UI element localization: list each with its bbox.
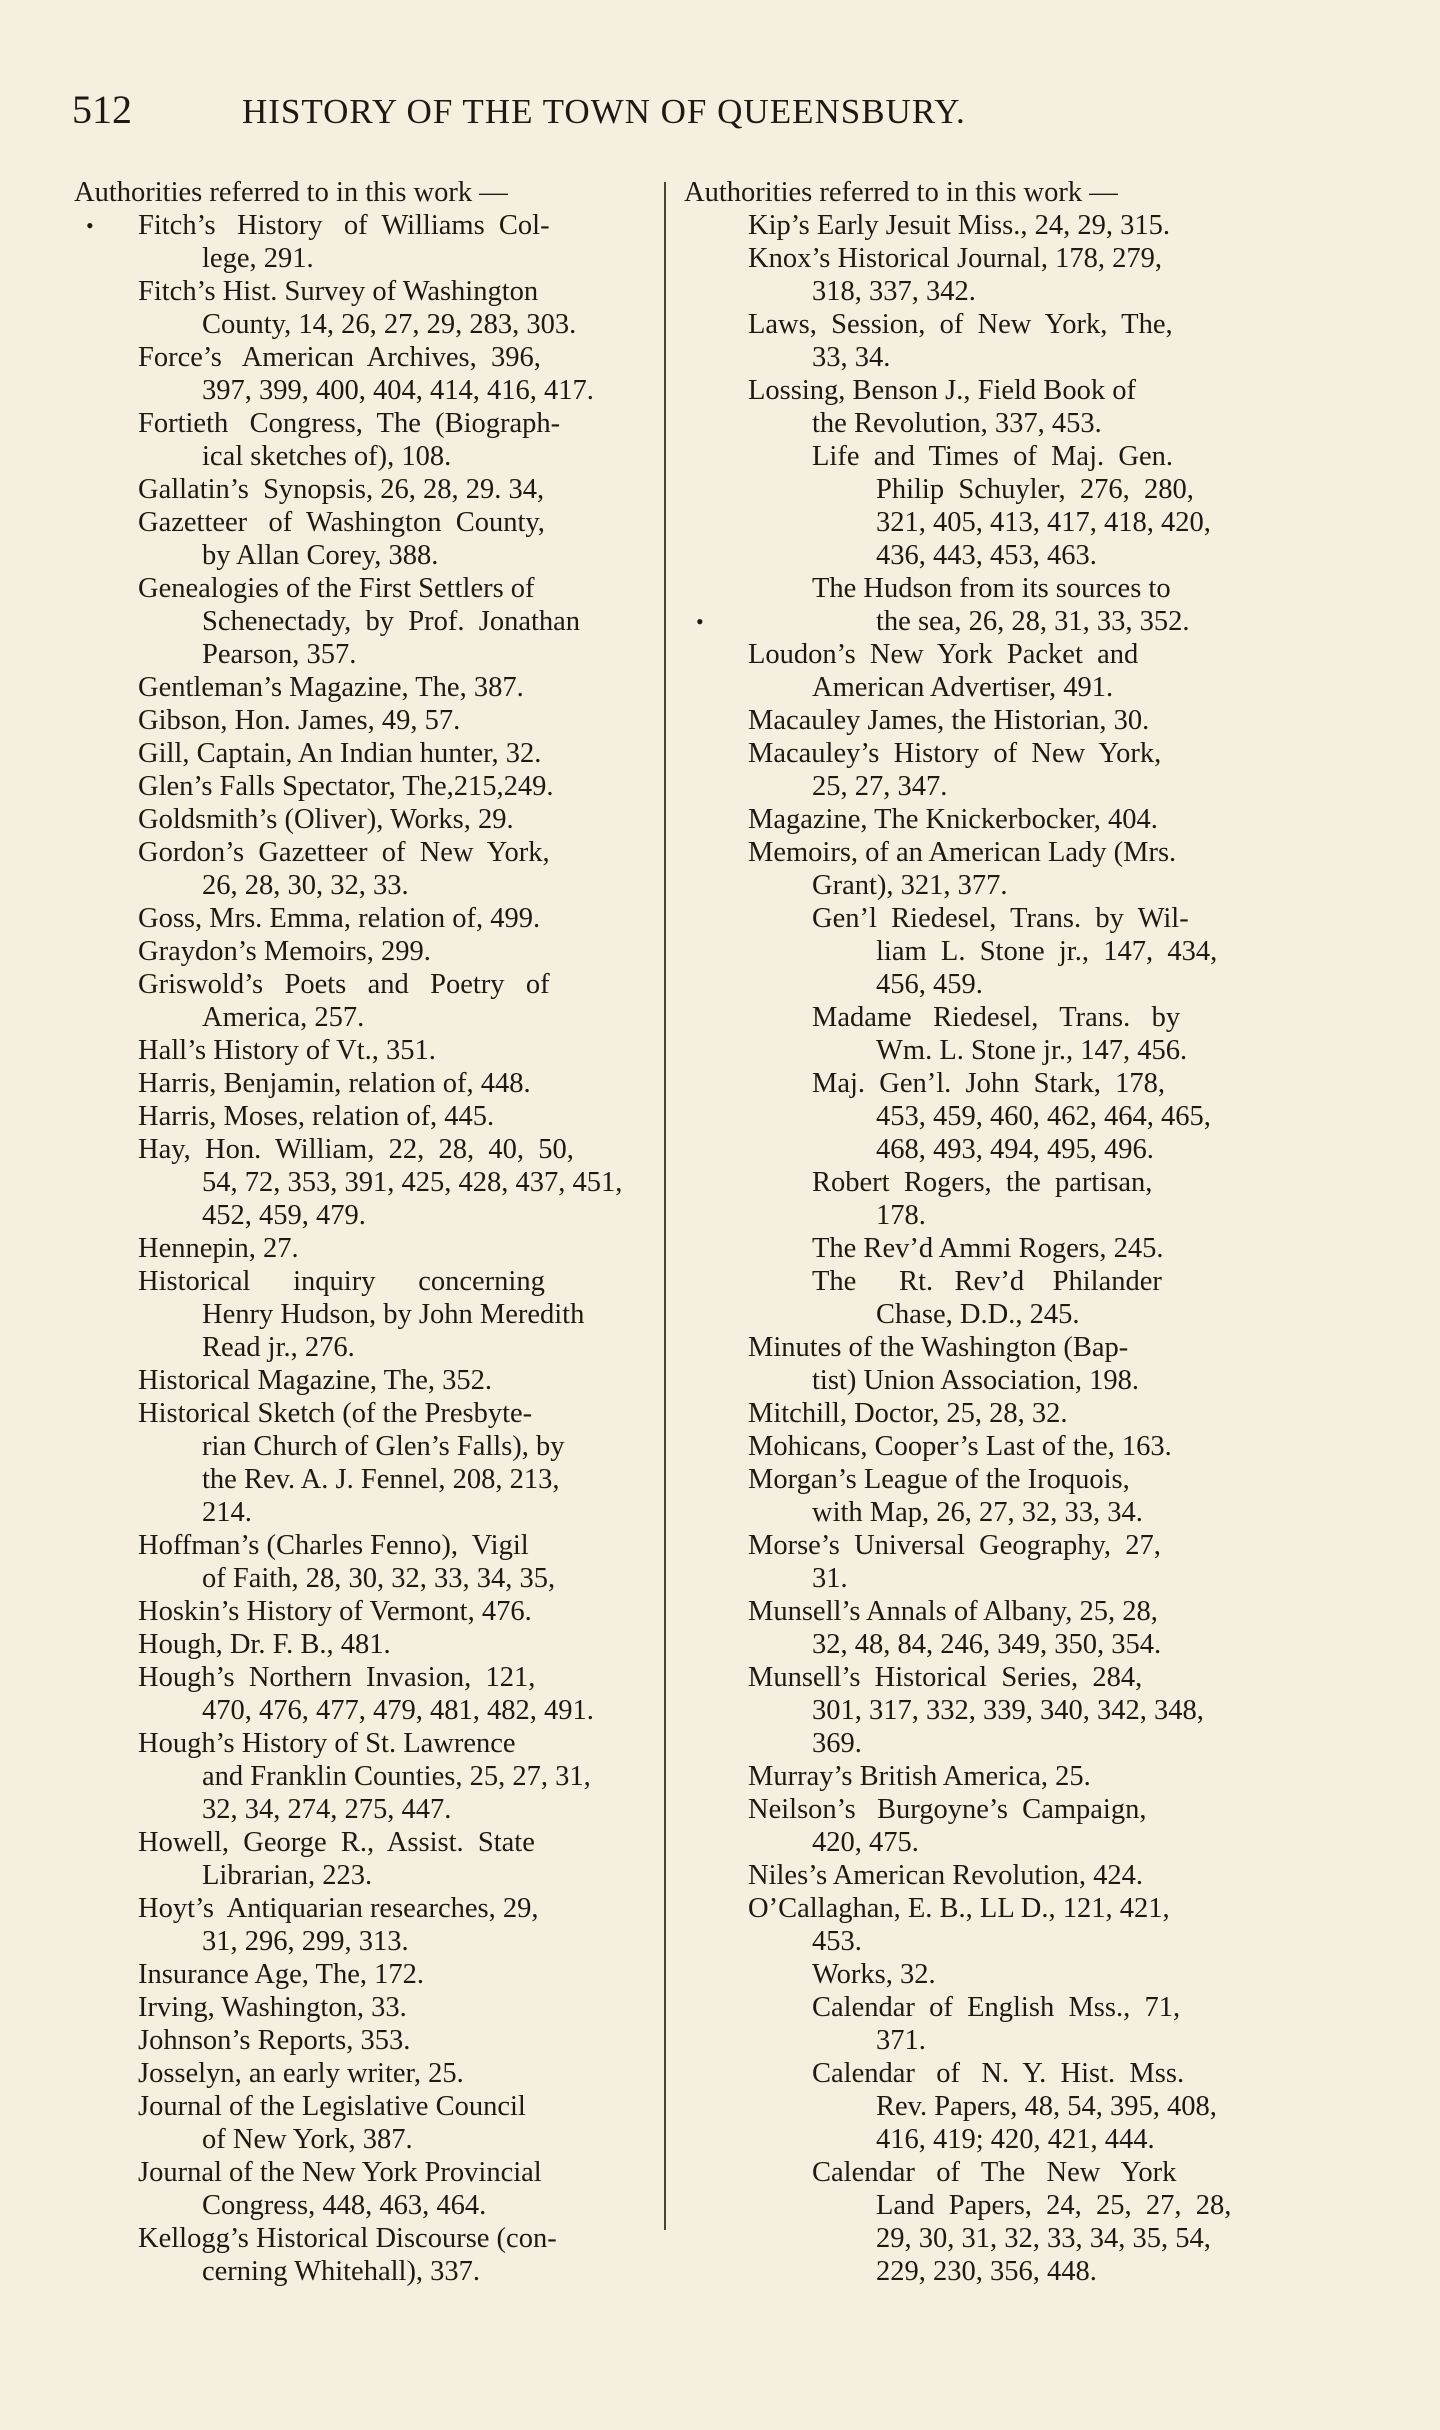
index-entry-line [74,704,664,737]
index-entry-line [684,1628,1274,1661]
entry-text: 214. [202,1497,252,1528]
entry-text: liam L. Stone jr., 147, 434, [876,936,1218,967]
entry-text: 229, 230, 356, 448. [876,2256,1097,2287]
entry-text: Fitch’s Hist. Survey of Washington [138,276,539,307]
entry-text: Wm. L. Stone jr., 147, 456. [876,1035,1188,1066]
entry-text: 26, 28, 30, 32, 33. [202,870,409,901]
entry-text: Graydon’s Memoirs, 299. [138,936,431,967]
index-entry-line [74,1925,664,1958]
entry-text: Memoirs, of an American Lady (Mrs. [748,837,1177,868]
entry-text: Read jr., 276. [202,1332,355,1363]
index-entry-line [684,2123,1274,2156]
index-entry-line [74,1892,664,1925]
entry-text: Loudon’s New York Packet and [748,639,1139,670]
entry-text: Gallatin’s Synopsis, 26, 28, 29. 34, [138,474,545,505]
bullet-mark: • [86,213,94,238]
index-entry-line [684,275,1274,308]
index-entry-line [684,2222,1274,2255]
entry-text: Mohicans, Cooper’s Last of the, 163. [748,1431,1172,1462]
index-entry-line [684,1298,1274,1331]
entry-text: Laws, Session, of New York, The, [748,309,1173,340]
index-entry-line [74,737,664,770]
entry-text: Hoffman’s (Charles Fenno), Vigil [138,1530,529,1561]
entry-text: Hough’s History of St. Lawrence [138,1728,516,1759]
entry-text: 397, 399, 400, 404, 414, 416, 417. [202,375,594,406]
entry-text: 25, 27, 347. [812,771,948,802]
index-entries [684,209,1274,2288]
entry-text: Harris, Benjamin, relation of, 448. [138,1068,531,1099]
entry-text: 32, 34, 274, 275, 447. [202,1794,452,1825]
page-header [72,84,1372,138]
entry-text: 54, 72, 353, 391, 425, 428, 437, 451, [202,1167,623,1198]
entry-text: Calendar of English Mss., 71, [812,1992,1181,2023]
index-entry-line [684,1760,1274,1793]
entry-text: Chase, D.D., 245. [876,1299,1080,1330]
index-entry-line [74,2189,664,2222]
entry-text: Life and Times of Maj. Gen. [812,441,1173,472]
index-entry-line [74,440,664,473]
index-entry-line [684,308,1274,341]
running-title: HISTORY OF THE TOWN OF QUEENSBURY. [242,92,966,131]
entry-text: 321, 405, 413, 417, 418, 420, [876,507,1211,538]
entry-text: The Rev’d Ammi Rogers, 245. [812,1233,1164,1264]
entry-text: 371. [876,2025,926,2056]
entry-text: by Allan Corey, 388. [202,540,439,571]
index-entry-line [684,770,1274,803]
entry-text: Goldsmith’s (Oliver), Works, 29. [138,804,514,835]
entry-text: America, 257. [202,1002,365,1033]
entry-text: The Hudson from its sources to [812,573,1171,604]
entry-text: 33, 34. [812,342,891,373]
entry-text: Historical inquiry concerning [138,1266,545,1297]
index-entry-line [684,1562,1274,1595]
entry-text: 453, 459, 460, 462, 464, 465, [876,1101,1211,1132]
entry-text: Journal of the Legislative Council [138,2091,526,2122]
index-entry-line [74,605,664,638]
entry-text: 453. [812,1926,862,1957]
index-entry-line [74,1496,664,1529]
entry-text: Griswold’s Poets and Poetry of [138,969,550,1000]
index-entry-line [684,1727,1274,1760]
entry-text: Neilson’s Burgoyne’s Campaign, [748,1794,1147,1825]
index-entry-line [74,242,664,275]
index-entry-line [684,1859,1274,1892]
entry-text: tist) Union Association, 198. [812,1365,1139,1396]
index-entry-line [74,209,664,242]
entry-text: 436, 443, 453, 463. [876,540,1097,571]
index-entry-line [684,2057,1274,2090]
entry-text: Hall’s History of Vt., 351. [138,1035,436,1066]
entry-text: Robert Rogers, the partisan, [812,1167,1153,1198]
entry-text: Fortieth Congress, The (Biograph- [138,408,561,439]
entry-text: Librarian, 223. [202,1860,373,1891]
index-entry-line [684,638,1274,671]
index-entry-line [684,407,1274,440]
entry-text: Journal of the New York Provincial [138,2157,542,2188]
index-entry-line [684,869,1274,902]
entry-text: Pearson, 357. [202,639,357,670]
entry-text: Genealogies of the First Settlers of [138,573,535,604]
index-entry-line [74,1694,664,1727]
index-entry-line [684,1034,1274,1067]
index-entry-line [684,341,1274,374]
index-entry-line [684,836,1274,869]
entry-text: Howell, George R., Assist. State [138,1827,535,1858]
index-entry-line [74,2156,664,2189]
index-entry-line [684,1826,1274,1859]
entry-text: 456, 459. [876,969,983,1000]
index-entry-line [74,1133,664,1166]
index-entry-line [74,1232,664,1265]
index-entry-line [684,1463,1274,1496]
index-entry-line [74,1595,664,1628]
index-entry-line [684,968,1274,1001]
entry-text: Munsell’s Historical Series, 284, [748,1662,1143,1693]
entry-text: Gordon’s Gazetteer of New York, [138,837,550,868]
index-entry-line [684,1793,1274,1826]
index-entry-line [684,1991,1274,2024]
index-entry-line [74,374,664,407]
index-entry-line [684,506,1274,539]
index-entry-line [74,1562,664,1595]
index-entry-line [74,2222,664,2255]
index-entry-line [74,407,664,440]
entry-text: cerning Whitehall), 337. [202,2256,481,2287]
index-entry-line [74,1661,664,1694]
index-entry-line [684,1067,1274,1100]
entry-text: 178. [876,1200,926,1231]
index-entry-line [684,935,1274,968]
entry-text: Hay, Hon. William, 22, 28, 40, 50, [138,1134,574,1165]
entry-text: Philip Schuyler, 276, 280, [876,474,1194,505]
index-entry-line [74,1034,664,1067]
index-entry-line [684,209,1274,242]
entry-text: O’Callaghan, E. B., LL D., 121, 421, [748,1893,1170,1924]
index-entry-line [74,1067,664,1100]
entry-text: Josselyn, an early writer, 25. [138,2058,464,2089]
index-entry-line [74,2255,664,2288]
entry-text: Maj. Gen’l. John Stark, 178, [812,1068,1166,1099]
index-entry-line [74,770,664,803]
index-entry-line [684,1661,1274,1694]
entry-text: the Revolution, 337, 453. [812,408,1102,439]
entry-text: Knox’s Historical Journal, 178, 279, [748,243,1163,274]
index-entry-line [684,2156,1274,2189]
index-entry-line [684,704,1274,737]
entry-text: Gen’l Riedesel, Trans. by Wil- [812,903,1189,934]
entry-text: Kellogg’s Historical Discourse (con- [138,2223,557,2254]
right-column [684,176,1274,2288]
entry-text: the Rev. A. J. Fennel, 208, 213, [202,1464,560,1495]
index-entry-line [684,1496,1274,1529]
index-entry-line [684,2189,1274,2222]
entry-text: 470, 476, 477, 479, 481, 482, 491. [202,1695,594,1726]
index-entry-line [74,1100,664,1133]
entry-text: Fitch’s History of Williams Col- [138,210,550,241]
entry-text: 301, 317, 332, 339, 340, 342, 348, [812,1695,1204,1726]
index-entry-line [684,1331,1274,1364]
page-number: 512 [72,87,132,132]
index-entry-line [74,902,664,935]
index-entry-line [684,1232,1274,1265]
index-entry-line [74,1529,664,1562]
index-entry-line [684,1529,1274,1562]
entry-text: Irving, Washington, 33. [138,1992,407,2023]
entry-text: Kip’s Early Jesuit Miss., 24, 29, 315. [748,210,1170,241]
index-entry-line [74,1760,664,1793]
entry-text: rian Church of Glen’s Falls), by [202,1431,565,1462]
index-entry-line [684,1364,1274,1397]
entry-text: Hough’s Northern Invasion, 121, [138,1662,536,1693]
index-entry-line [74,1430,664,1463]
entry-text: Grant), 321, 377. [812,870,1008,901]
entry-text: the sea, 26, 28, 31, 33, 352. [876,606,1190,637]
entry-text: Murray’s British America, 25. [748,1761,1091,1792]
entry-text: Hough, Dr. F. B., 481. [138,1629,391,1660]
entry-text: Henry Hudson, by John Meredith [202,1299,585,1330]
index-entry-line [684,539,1274,572]
index-entry-line [684,572,1274,605]
entry-text: Historical Sketch (of the Presbyte- [138,1398,533,1429]
entry-text: Historical Magazine, The, 352. [138,1365,493,1396]
index-entry-line [684,1397,1274,1430]
index-entry-line [74,275,664,308]
index-entry-line [74,671,664,704]
index-entry-line [74,836,664,869]
entry-text: 468, 493, 494, 495, 496. [876,1134,1154,1165]
entry-text: Gazetteer of Washington County, [138,507,545,538]
entry-text: ical sketches of), 108. [202,441,452,472]
entry-text: Morgan’s League of the Iroquois, [748,1464,1130,1495]
entry-text: 31. [812,1563,848,1594]
entry-text: and Franklin Counties, 25, 27, 31, [202,1761,591,1792]
index-entry-line [74,638,664,671]
index-entry-line [684,440,1274,473]
entry-text: Hoskin’s History of Vermont, 476. [138,1596,532,1627]
entry-text: Johnson’s Reports, 353. [138,2025,411,2056]
index-entry-line [74,1727,664,1760]
index-entry-line [74,1397,664,1430]
entry-text: Rev. Papers, 48, 54, 395, 408, [876,2091,1217,2122]
entry-text: Magazine, The Knickerbocker, 404. [748,804,1158,835]
index-entry-line [684,1892,1274,1925]
index-entry-line [74,1364,664,1397]
index-entry-line [74,968,664,1001]
column-divider [664,182,666,2230]
entry-text: Harris, Moses, relation of, 445. [138,1101,495,1132]
index-entry-line [684,374,1274,407]
entry-text: American Advertiser, 491. [812,672,1114,703]
index-entry-line [74,473,664,506]
entry-text: Macauley’s History of New York, [748,738,1162,769]
index-entry-line [74,2123,664,2156]
entry-text: of New York, 387. [202,2124,413,2155]
entry-text: Congress, 448, 463, 464. [202,2190,487,2221]
entry-text: Minutes of the Washington (Bap- [748,1332,1129,1363]
bullet-mark: • [696,609,704,634]
index-entry-line [74,1628,664,1661]
entry-text: Niles’s American Revolution, 424. [748,1860,1143,1891]
entry-text: Schenectady, by Prof. Jonathan [202,606,581,637]
index-entry-line [684,902,1274,935]
index-entry-line [74,308,664,341]
index-entry-line [684,1001,1274,1034]
index-entry-line [74,539,664,572]
entry-text: Land Papers, 24, 25, 27, 28, [876,2190,1232,2221]
index-entry-line [74,2090,664,2123]
index-entry-line [684,737,1274,770]
entry-text: Goss, Mrs. Emma, relation of, 499. [138,903,541,934]
entry-text: Insurance Age, The, 172. [138,1959,424,1990]
entry-text: Gentleman’s Magazine, The, 387. [138,672,524,703]
index-entry-line [684,2024,1274,2057]
entry-text: Gibson, Hon. James, 49, 57. [138,705,461,736]
entry-text: 369. [812,1728,862,1759]
column-heading: Authorities referred to in this work — [74,177,508,208]
index-entry-line [684,1694,1274,1727]
index-entry-line [684,605,1274,638]
entry-text: Madame Riedesel, Trans. by [812,1002,1181,1033]
index-entries [74,209,664,2288]
entry-text: Mitchill, Doctor, 25, 28, 32. [748,1398,1068,1429]
entry-text: Glen’s Falls Spectator, The,215,249. [138,771,554,802]
entry-text: lege, 291. [202,243,314,274]
entry-text: Munsell’s Annals of Albany, 25, 28, [748,1596,1158,1627]
index-entry-line [74,1991,664,2024]
entry-text: with Map, 26, 27, 32, 33, 34. [812,1497,1143,1528]
index-entry-line [74,1958,664,1991]
index-entry-line [74,2057,664,2090]
index-entry-line [684,1265,1274,1298]
entry-text: Hennepin, 27. [138,1233,299,1264]
index-entry-line [74,1793,664,1826]
index-entry-line [74,341,664,374]
entry-text: 452, 459, 479. [202,1200,366,1231]
entry-text: Gill, Captain, An Indian hunter, 32. [138,738,542,769]
index-entry-line [684,1100,1274,1133]
index-entry-line [74,1298,664,1331]
index-entry-line [684,2255,1274,2288]
entry-text: 416, 419; 420, 421, 444. [876,2124,1155,2155]
index-entry-line [684,1925,1274,1958]
index-entry-line [684,1199,1274,1232]
entry-text: 420, 475. [812,1827,919,1858]
index-entry-line [74,1859,664,1892]
column-heading: Authorities referred to in this work — [684,177,1118,208]
entry-text: Morse’s Universal Geography, 27, [748,1530,1161,1561]
index-entry-line [74,1166,664,1199]
index-entry-line [74,869,664,902]
entry-text: Hoyt’s Antiquarian researches, 29, [138,1893,539,1924]
index-entry-line [74,1331,664,1364]
index-entry-line [74,803,664,836]
index-entry-line [684,1958,1274,1991]
index-entry-line [74,1001,664,1034]
entry-text: Calendar of N. Y. Hist. Mss. [812,2058,1185,2089]
entry-text: 318, 337, 342. [812,276,976,307]
index-entry-line [684,242,1274,275]
index-entry-line [74,1826,664,1859]
entry-text: 29, 30, 31, 32, 33, 34, 35, 54, [876,2223,1211,2254]
index-entry-line [684,803,1274,836]
index-entry-line [684,2090,1274,2123]
index-entry-line [74,935,664,968]
index-entry-line [684,473,1274,506]
index-entry-line [684,1166,1274,1199]
index-entry-line [74,506,664,539]
entry-text: Lossing, Benson J., Field Book of [748,375,1136,406]
entry-text: Force’s American Archives, 396, [138,342,541,373]
index-entry-line [74,1265,664,1298]
entry-text: 31, 296, 299, 313. [202,1926,409,1957]
entry-text: Works, 32. [812,1959,936,1990]
entry-text: of Faith, 28, 30, 32, 33, 34, 35, [202,1563,556,1594]
left-column [74,176,664,2288]
index-entry-line [74,572,664,605]
index-entry-line [684,671,1274,704]
index-entry-line [74,2024,664,2057]
index-entry-line [74,1199,664,1232]
index-entry-line [684,1430,1274,1463]
entry-text: 32, 48, 84, 246, 349, 350, 354. [812,1629,1162,1660]
index-entry-line [74,1463,664,1496]
entry-text: The Rt. Rev’d Philander [812,1266,1162,1297]
entry-text: County, 14, 26, 27, 29, 283, 303. [202,309,577,340]
index-entry-line [684,1595,1274,1628]
entry-text: Calendar of The New York [812,2157,1177,2188]
entry-text: Macauley James, the Historian, 30. [748,705,1150,736]
index-entry-line [684,1133,1274,1166]
